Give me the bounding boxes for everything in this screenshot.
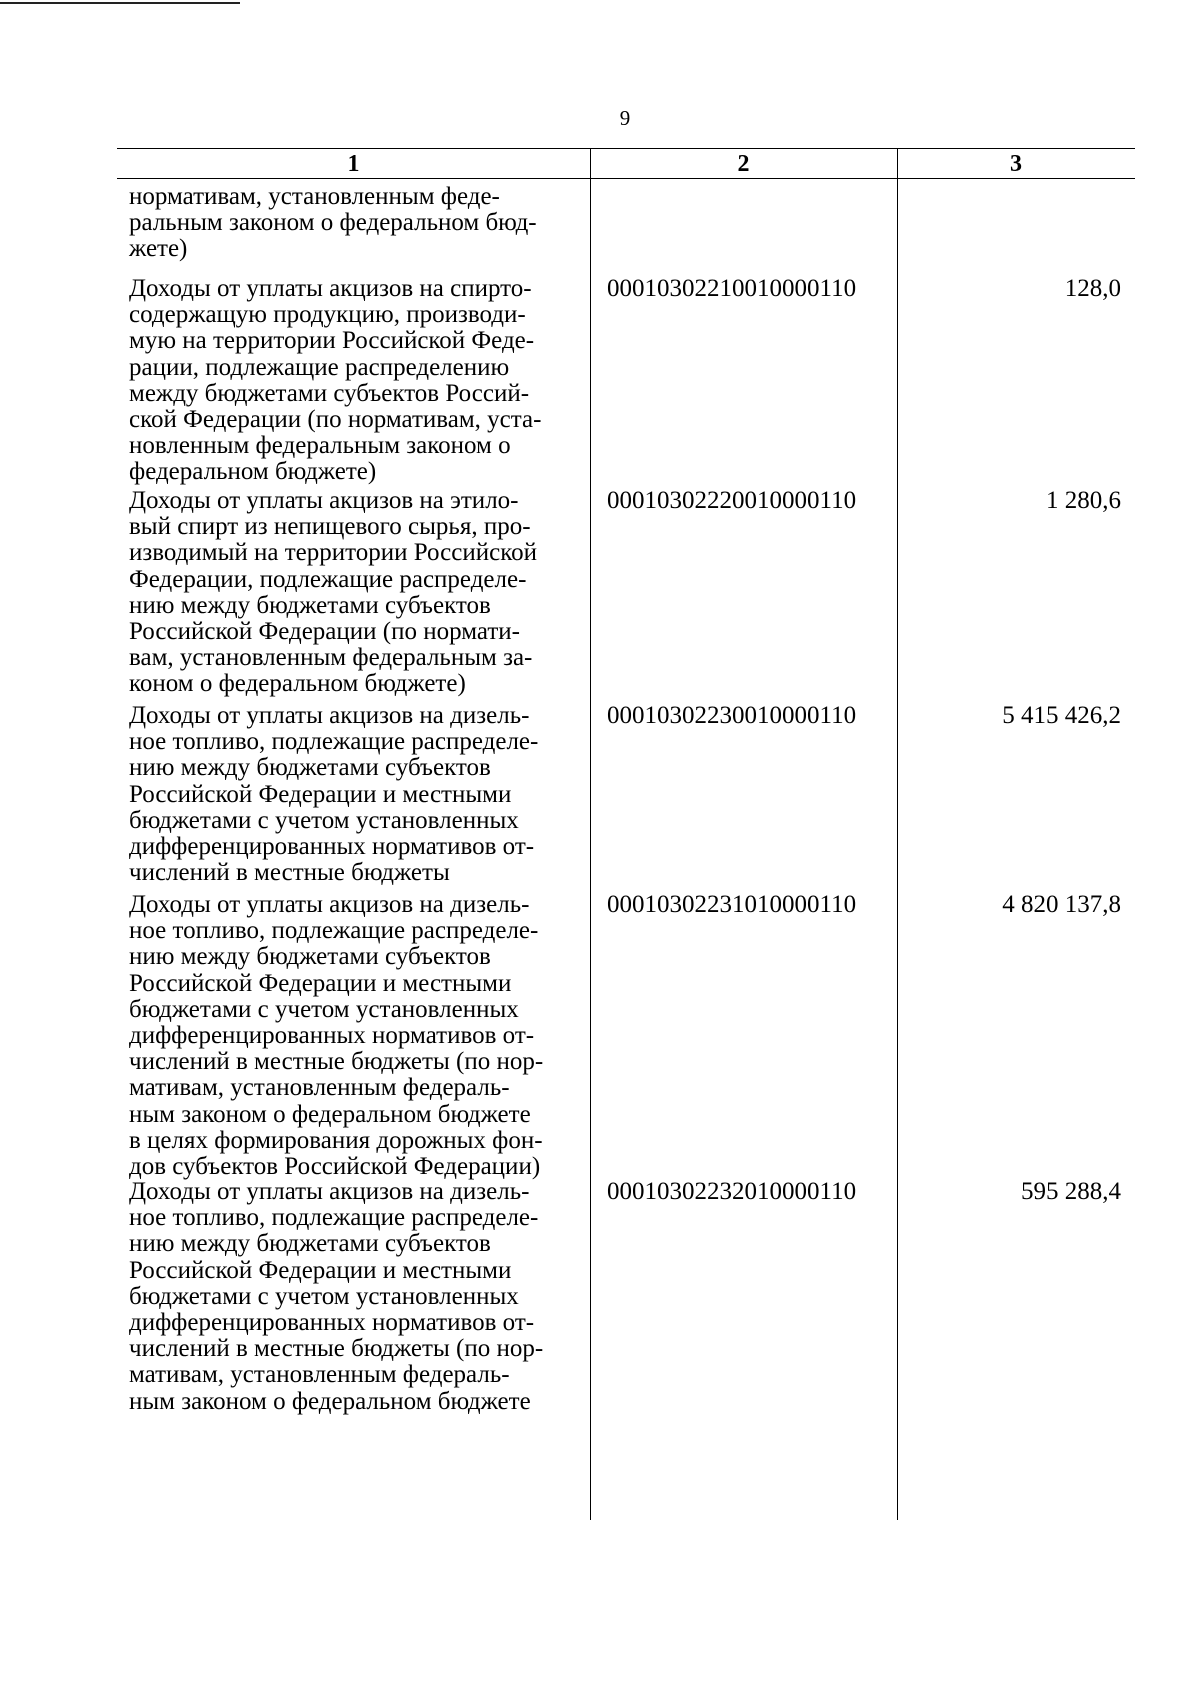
income-description: Доходы от уплаты акцизов на дизель- ное топливо, подлежащие распределе- нию между бюджетами субъектов Российской Федерации и местными бюджетами с учетом установленных дифференцированных нормативов от- числений в местные бюджеты (по нор- мативам, установленным федераль- ным законом о федеральном бюджете в целях формирования дорожных фон- дов субъектов Российской Федерации) — [129, 891, 544, 1181]
header-bottom-border — [117, 178, 1135, 179]
column-divider-2 — [897, 148, 898, 1520]
income-description: нормативам, установленным феде- ральным законом о федеральном бюд- жете) — [129, 183, 537, 263]
amount-value: 1 280,6 — [1046, 487, 1121, 514]
budget-classification-code: 00010302210010000110 — [607, 275, 857, 302]
income-description: Доходы от уплаты акцизов на дизель- ное топливо, подлежащие распределе- нию между бюджетами субъектов Российской Федерации и местными бюджетами с учетом установленных дифференцированных нормативов от- числений в местные бюджеты — [129, 702, 539, 887]
scan-edge-line — [0, 2, 240, 4]
budget-classification-code: 00010302220010000110 — [607, 487, 857, 514]
income-description: Доходы от уплаты акцизов на этило- вый спирт из непищевого сырья, про- изводимый на территории Российской Федерации, подлежащие распределе- нию между бюджетами субъектов Российской Федерации (по нормати- вам, установленным федеральным за- коном о федеральном бюджете) — [129, 487, 537, 698]
amount-value: 128,0 — [1064, 275, 1121, 302]
amount-value: 595 288,4 — [1021, 1178, 1121, 1205]
income-description: Доходы от уплаты акцизов на дизель- ное топливо, подлежащие распределе- нию между бюджетами субъектов Российской Федерации и местными бюджетами с учетом установленных дифференцированных нормативов от- числений в местные бюджеты (по нор- мативам, установленным федераль- ным законом о федеральном бюджете — [129, 1178, 544, 1415]
income-description: Доходы от уплаты акцизов на спирто- содержащую продукцию, производи- мую на территории Российской Феде- рации, подлежащие распределению между бюджетами субъектов Россий- ской Федерации (по нормативам, уста- новленным федеральным законом о федеральном бюджете) — [129, 275, 542, 486]
amount-value: 5 415 426,2 — [1002, 702, 1121, 729]
budget-table — [117, 148, 1135, 1520]
column-header-1: 1 — [347, 151, 360, 177]
column-header-2: 2 — [737, 151, 750, 177]
page-number: 9 — [619, 106, 631, 130]
budget-classification-code: 00010302232010000110 — [607, 1178, 857, 1205]
budget-classification-code: 00010302231010000110 — [607, 891, 857, 918]
amount-value: 4 820 137,8 — [1002, 891, 1121, 918]
budget-classification-code: 00010302230010000110 — [607, 702, 857, 729]
column-header-3: 3 — [1010, 151, 1022, 177]
column-divider-1 — [590, 148, 591, 1520]
table-top-border — [117, 148, 1135, 149]
